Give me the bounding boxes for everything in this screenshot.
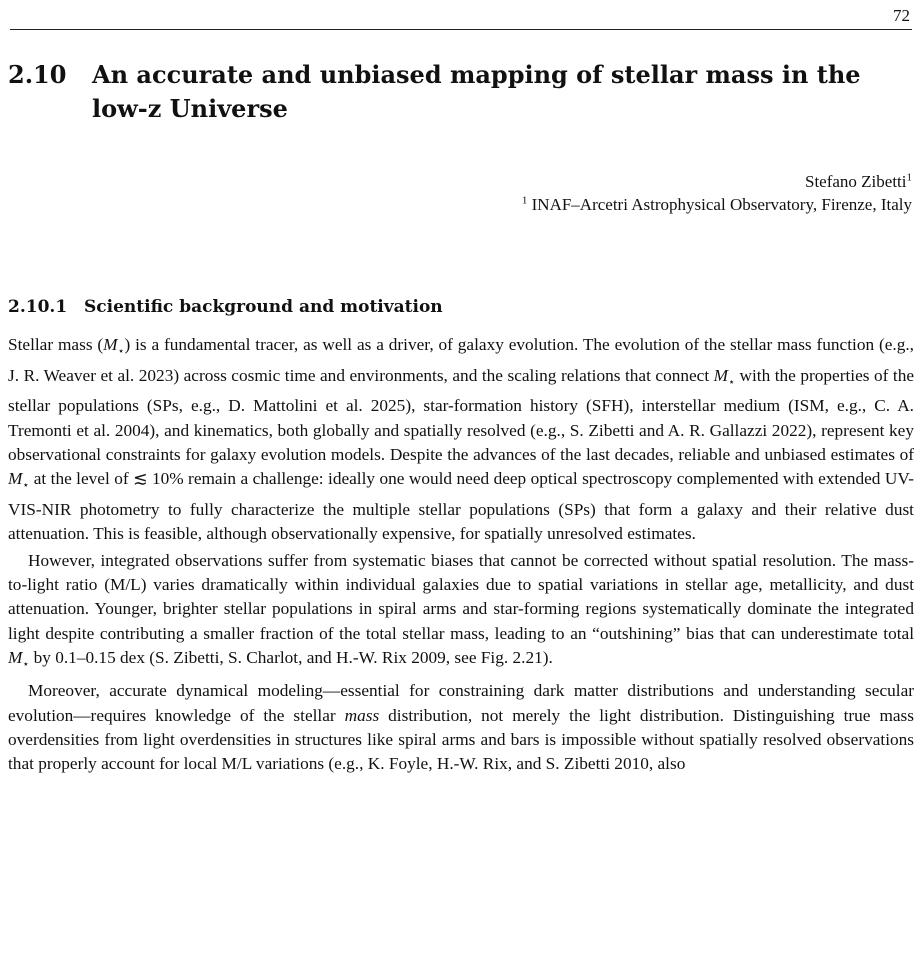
text-run: with the properties of the stellar populations (SPs, e.g., D. Mattolini et al. 2025), star-formation history (SFH), interstellar medium (ISM, e.g., C. A. Tremonti et al. 2004), and kinematics, both globally and spatially resolved (e.g., S. Zibetti and A. R. Gallazzi 2022), represent key observational constraints for galaxy evolution models. Despite the advances of the last decades, reliable and unbiased estimates of <box>8 365 915 464</box>
header-rule <box>10 29 912 30</box>
subsection-title-text: Scientific background and motivation <box>84 297 443 317</box>
math-symbol: M <box>713 365 729 385</box>
text-run: Moreover, accurate dynamical modeling—essential for constraining dark matter distributions and understanding secular evolution—requires knowledge of the stellar <box>8 681 914 725</box>
math-symbol: M <box>8 647 23 667</box>
affiliation-line <box>522 193 912 216</box>
paragraph <box>8 549 914 676</box>
math-symbol: M <box>103 335 118 354</box>
math-symbol: M <box>8 468 23 488</box>
author-block <box>522 170 912 216</box>
text-run: distribution, not merely the light distribution. Distinguishing true mass overdensities from light overdensities in structures like spiral arms and bars is impossible without spatially resolved observations that properly account for local M/L variations (e.g., K. Foyle, H.-W. Rix, and S. Zibetti 2010, also <box>8 705 915 774</box>
section-title <box>8 58 908 126</box>
page-number: 72 <box>893 6 910 25</box>
section-number: 2.10 <box>8 60 67 89</box>
text-run: However, integrated observations suffer from systematic biases that cannot be corrected without spatial resolution. The mass-to-light ratio (M/L) varies dramatically within individual galaxies due to spatial variations in stellar age, metallicity, and dust attenuation. Younger, brighter stellar populations in spiral arms and star-forming regions systematically dominate the integrated light despite contributing a smaller fraction of the total stellar mass, leading to an “outshining” bias that can underestimate total <box>8 550 914 643</box>
text-run: ) is a fundamental tracer, as well as a driver, of galaxy evolution. The evolution of the stellar mass function (e.g., J. R. Weaver et al. 2023) across cosmic time and environments, and the scaling relations that connect <box>8 335 914 385</box>
emphasis: mass <box>344 705 380 725</box>
text-run: by 0.1–0.15 dex (S. Zibetti, S. Charlot, and H.-W. Rix 2009, see Fig. 2.21). <box>29 647 553 667</box>
section-title-line1: An accurate and unbiased mapping of stellar mass in the <box>92 60 861 89</box>
paragraph <box>8 679 914 776</box>
affiliation-text: INAF–Arcetri Astrophysical Observatory, Firenze, Italy <box>531 195 912 214</box>
subsection-number: 2.10.1 <box>8 297 68 317</box>
math-subscript: ⋆ <box>22 479 30 492</box>
author-line <box>522 170 912 193</box>
text-run: at the level of ≲ 10% remain a challenge: ideally one would need deep optical spectroscopy complemented with extended UV-VIS-NIR photometry to fully characterize the multiple stellar populations (SPs) that form a galaxy and their relative dust attenuation. This is feasible, although observationally expensive, for spatially unresolved estimates. <box>8 468 914 543</box>
math-subscript: ⋆ <box>22 658 30 671</box>
math-subscript: ⋆ <box>117 345 125 358</box>
author-name: Stefano Zibetti <box>804 172 907 191</box>
author-affiliation-mark: 1 <box>906 171 912 184</box>
body-text <box>8 333 914 779</box>
affiliation-mark: 1 <box>521 194 528 207</box>
math-subscript: ⋆ <box>728 376 735 389</box>
text-run: Stellar mass ( <box>8 335 104 354</box>
paragraph <box>8 333 914 546</box>
subsection-title <box>8 297 443 317</box>
section-title-line2: low-z Universe <box>92 94 288 123</box>
